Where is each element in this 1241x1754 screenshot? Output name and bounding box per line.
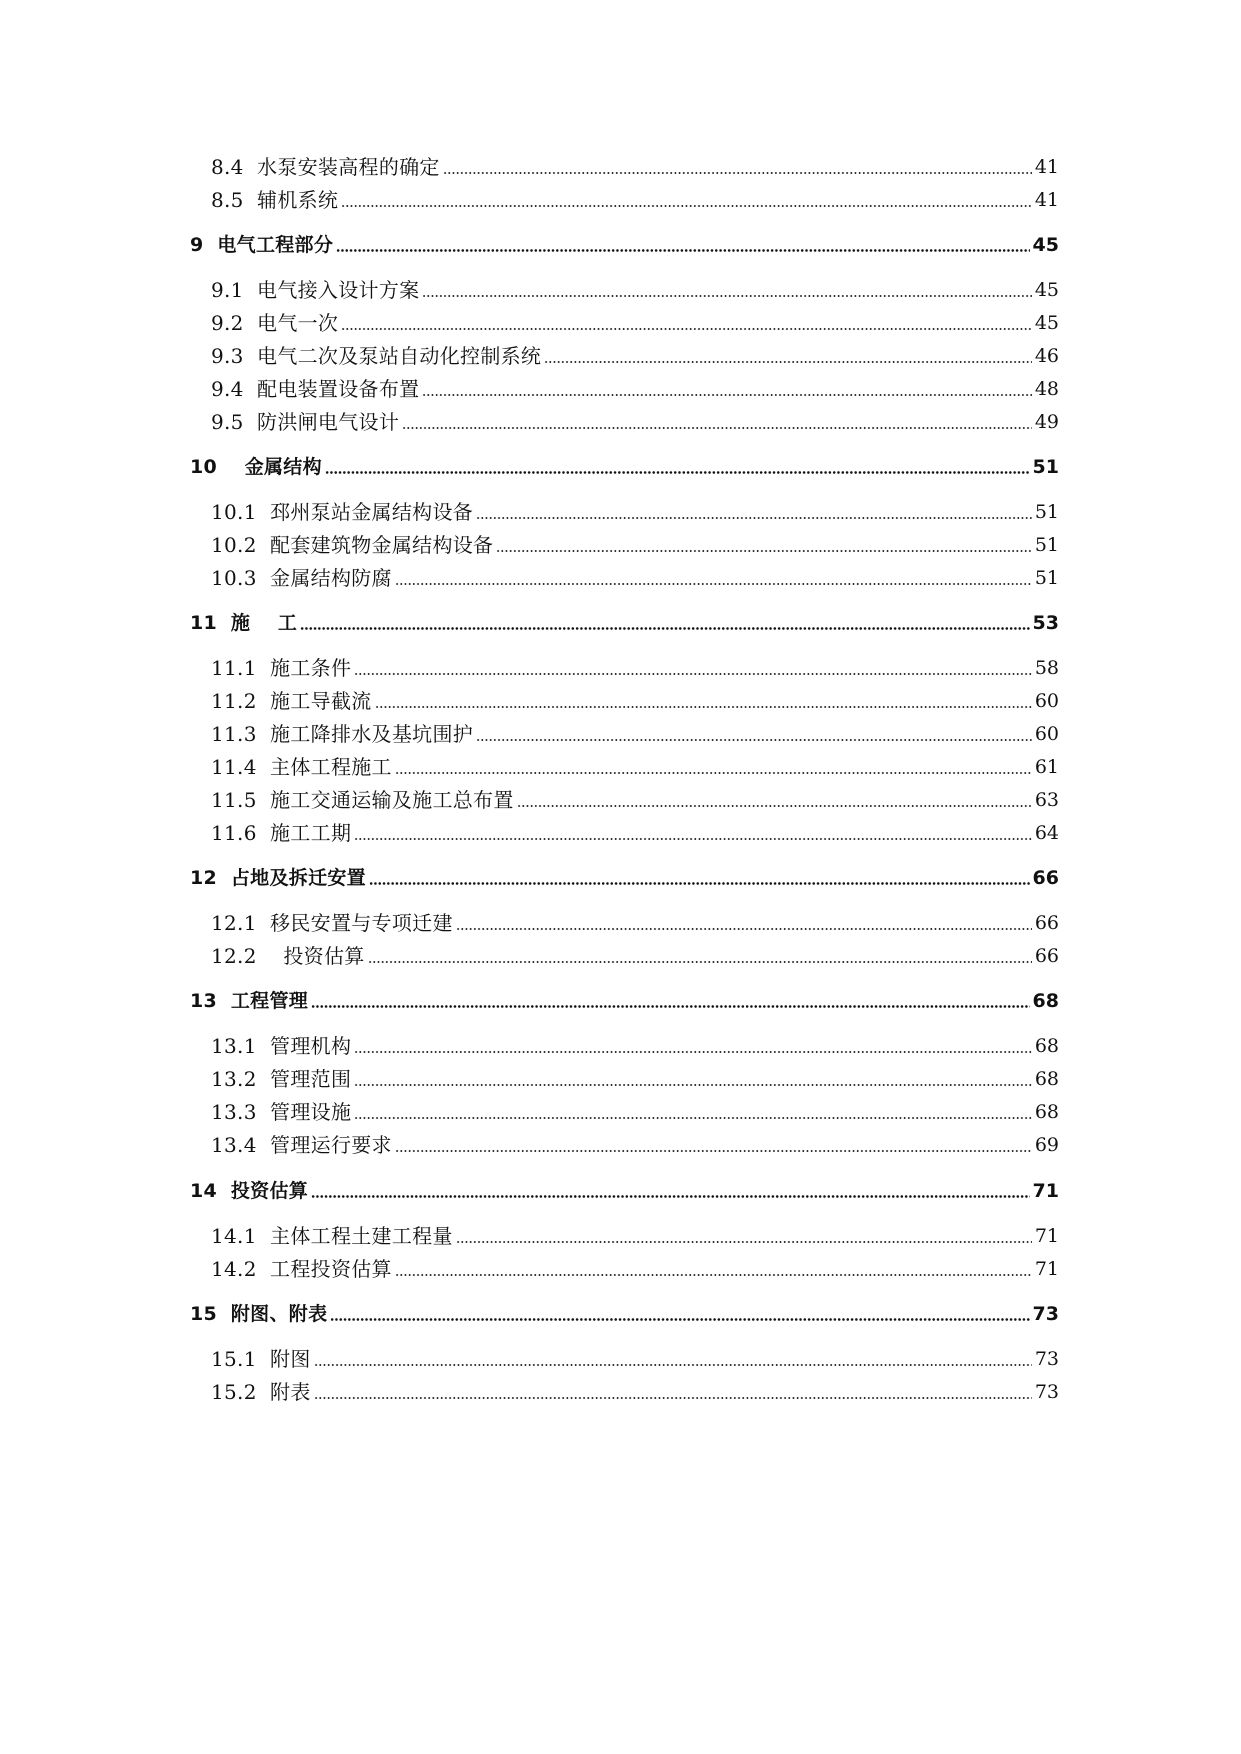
toc-section-entry[interactable]	[211, 275, 1059, 305]
toc-entry-title: 9.2 电气一次	[211, 311, 339, 335]
toc-page-number: 71	[1034, 1225, 1059, 1247]
toc-chapter-entry[interactable]	[190, 863, 1059, 893]
toc-section-entry[interactable]	[211, 752, 1059, 782]
toc-section-entry[interactable]	[211, 719, 1059, 749]
toc-entry-title: 13.2 管理范围	[211, 1067, 352, 1091]
toc-page-number: 68	[1034, 1101, 1059, 1123]
toc-chapter-entry[interactable]	[190, 608, 1059, 638]
toc-page-number: 45	[1034, 279, 1059, 301]
toc-dot-leader	[544, 361, 1032, 363]
toc-entry-title: 15.2 附表	[211, 1380, 311, 1404]
toc-section-entry[interactable]	[211, 407, 1059, 437]
toc-dot-leader	[517, 805, 1032, 807]
toc-section-entry[interactable]	[211, 341, 1059, 371]
toc-page-number: 60	[1034, 690, 1059, 712]
toc-entry-title: 11.2 施工导截流	[211, 689, 372, 713]
toc-page-number: 51	[1034, 534, 1059, 556]
toc-page-number: 45	[1032, 234, 1059, 256]
toc-dot-leader	[456, 928, 1032, 930]
toc-entry-title: 13.4 管理运行要求	[211, 1133, 392, 1157]
toc-entry-title: 13 工程管理	[190, 990, 309, 1012]
toc-entry-title: 8.5 辅机系统	[211, 188, 339, 212]
toc-section-entry[interactable]	[211, 152, 1059, 182]
toc-dot-leader	[311, 1005, 1029, 1008]
toc-section-entry[interactable]	[211, 653, 1059, 683]
toc-page-number: 48	[1034, 378, 1059, 400]
toc-entry-title: 10 金属结构	[190, 456, 322, 478]
toc-page-number: 53	[1032, 612, 1059, 634]
toc-dot-leader	[325, 471, 1030, 474]
toc-section-entry[interactable]	[211, 818, 1059, 848]
toc-dot-leader	[354, 673, 1032, 675]
toc-page-number: 73	[1034, 1348, 1059, 1370]
toc-dot-leader	[311, 1195, 1029, 1198]
toc-section-entry[interactable]	[211, 374, 1059, 404]
toc-page-number: 41	[1034, 156, 1059, 178]
toc-dot-leader	[395, 583, 1032, 585]
toc-dot-leader	[300, 627, 1029, 630]
toc-page-number: 64	[1034, 822, 1059, 844]
toc-entry-title: 12.2 投资估算	[211, 944, 365, 968]
toc-entry-title: 10.1 邳州泵站金属结构设备	[211, 500, 474, 524]
toc-page-number: 46	[1034, 345, 1059, 367]
toc-page-number: 68	[1032, 990, 1059, 1012]
toc-entry-title: 12.1 移民安置与专项迁建	[211, 911, 453, 935]
toc-section-entry[interactable]	[211, 941, 1059, 971]
toc-page-number: 49	[1034, 411, 1059, 433]
toc-page-number: 68	[1034, 1035, 1059, 1057]
toc-dot-leader	[496, 550, 1031, 552]
toc-section-entry[interactable]	[211, 185, 1059, 215]
toc-section-entry[interactable]	[211, 1377, 1059, 1407]
toc-dot-leader	[395, 1150, 1032, 1152]
toc-section-entry[interactable]	[211, 1097, 1059, 1127]
toc-page-number: 66	[1034, 912, 1059, 934]
toc-dot-leader	[456, 1241, 1032, 1243]
toc-section-entry[interactable]	[211, 1130, 1059, 1160]
toc-entry-title: 11.1 施工条件	[211, 656, 352, 680]
toc-section-entry[interactable]	[211, 1344, 1059, 1374]
toc-page-number: 58	[1034, 657, 1059, 679]
toc-entry-title: 11 施 工	[190, 612, 298, 634]
toc-dot-leader	[314, 1397, 1032, 1399]
toc-dot-leader	[336, 249, 1029, 252]
toc-entry-title: 14.2 工程投资估算	[211, 1257, 392, 1281]
toc-page-number: 73	[1034, 1381, 1059, 1403]
toc-dot-leader	[395, 772, 1032, 774]
toc-entry-title: 11.3 施工降排水及基坑围护	[211, 722, 474, 746]
toc-entry-title: 9 电气工程部分	[190, 234, 334, 256]
toc-page-number: 69	[1034, 1134, 1059, 1156]
toc-dot-leader	[314, 1364, 1032, 1366]
toc-dot-leader	[354, 1051, 1032, 1053]
toc-page-number: 41	[1034, 189, 1059, 211]
toc-dot-leader	[443, 172, 1032, 174]
toc-section-entry[interactable]	[211, 497, 1059, 527]
toc-entry-title: 9.4 配电装置设备布置	[211, 377, 420, 401]
toc-dot-leader	[476, 517, 1032, 519]
toc-dot-leader	[341, 205, 1032, 207]
toc-dot-leader	[422, 394, 1031, 396]
toc-chapter-entry[interactable]	[190, 1176, 1059, 1206]
toc-dot-leader	[330, 1318, 1029, 1321]
toc-entry-title: 9.5 防洪闸电气设计	[211, 410, 400, 434]
toc-entry-title: 11.6 施工工期	[211, 821, 352, 845]
toc-page-number: 51	[1034, 567, 1059, 589]
toc-dot-leader	[375, 706, 1032, 708]
toc-section-entry[interactable]	[211, 1031, 1059, 1061]
toc-dot-leader	[368, 961, 1032, 963]
toc-page-number: 71	[1032, 1180, 1059, 1202]
toc-entry-title: 11.4 主体工程施工	[211, 755, 392, 779]
toc-page-number: 71	[1034, 1258, 1059, 1280]
toc-page-number: 66	[1032, 867, 1059, 889]
toc-section-entry[interactable]	[211, 908, 1059, 938]
toc-section-entry[interactable]	[211, 308, 1059, 338]
toc-entry-title: 14.1 主体工程土建工程量	[211, 1224, 453, 1248]
toc-dot-leader	[354, 1084, 1032, 1086]
toc-entry-title: 13.1 管理机构	[211, 1034, 352, 1058]
toc-entry-title: 10.2 配套建筑物金属结构设备	[211, 533, 494, 557]
toc-page-number: 51	[1034, 501, 1059, 523]
toc-page-number: 68	[1034, 1068, 1059, 1090]
toc-dot-leader	[354, 838, 1032, 840]
toc-page-number: 60	[1034, 723, 1059, 745]
toc-entry-title: 9.3 电气二次及泵站自动化控制系统	[211, 344, 542, 368]
toc-chapter-entry[interactable]	[190, 986, 1059, 1016]
toc-entry-title: 12 占地及拆迁安置	[190, 867, 366, 889]
toc-dot-leader	[422, 295, 1031, 297]
toc-entry-title: 15 附图、附表	[190, 1303, 328, 1325]
toc-page-number: 61	[1034, 756, 1059, 778]
toc-page-number: 66	[1034, 945, 1059, 967]
toc-dot-leader	[354, 1117, 1032, 1119]
toc-section-entry[interactable]	[211, 530, 1059, 560]
toc-entry-title: 15.1 附图	[211, 1347, 311, 1371]
toc-entry-title: 8.4 水泵安装高程的确定	[211, 155, 440, 179]
toc-section-entry[interactable]	[211, 686, 1059, 716]
toc-entry-title: 13.3 管理设施	[211, 1100, 352, 1124]
toc-dot-leader	[395, 1274, 1032, 1276]
toc-page-number: 51	[1032, 456, 1059, 478]
toc-entry-title: 11.5 施工交通运输及施工总布置	[211, 788, 514, 812]
toc-entry-title: 10.3 金属结构防腐	[211, 566, 392, 590]
toc-chapter-entry[interactable]	[190, 230, 1059, 260]
toc-entry-title: 9.1 电气接入设计方案	[211, 278, 420, 302]
toc-chapter-entry[interactable]	[190, 1299, 1059, 1329]
toc-page-number: 63	[1034, 789, 1059, 811]
toc-section-entry[interactable]	[211, 1221, 1059, 1251]
toc-dot-leader	[369, 882, 1030, 885]
toc-entry-title: 14 投资估算	[190, 1180, 309, 1202]
toc-dot-leader	[402, 427, 1032, 429]
toc-section-entry[interactable]	[211, 785, 1059, 815]
toc-dot-leader	[341, 328, 1032, 330]
toc-section-entry[interactable]	[211, 563, 1059, 593]
toc-section-entry[interactable]	[211, 1064, 1059, 1094]
toc-page-number: 73	[1032, 1303, 1059, 1325]
toc-chapter-entry[interactable]	[190, 452, 1059, 482]
toc-section-entry[interactable]	[211, 1254, 1059, 1284]
toc-page-number: 45	[1034, 312, 1059, 334]
toc-dot-leader	[476, 739, 1032, 741]
